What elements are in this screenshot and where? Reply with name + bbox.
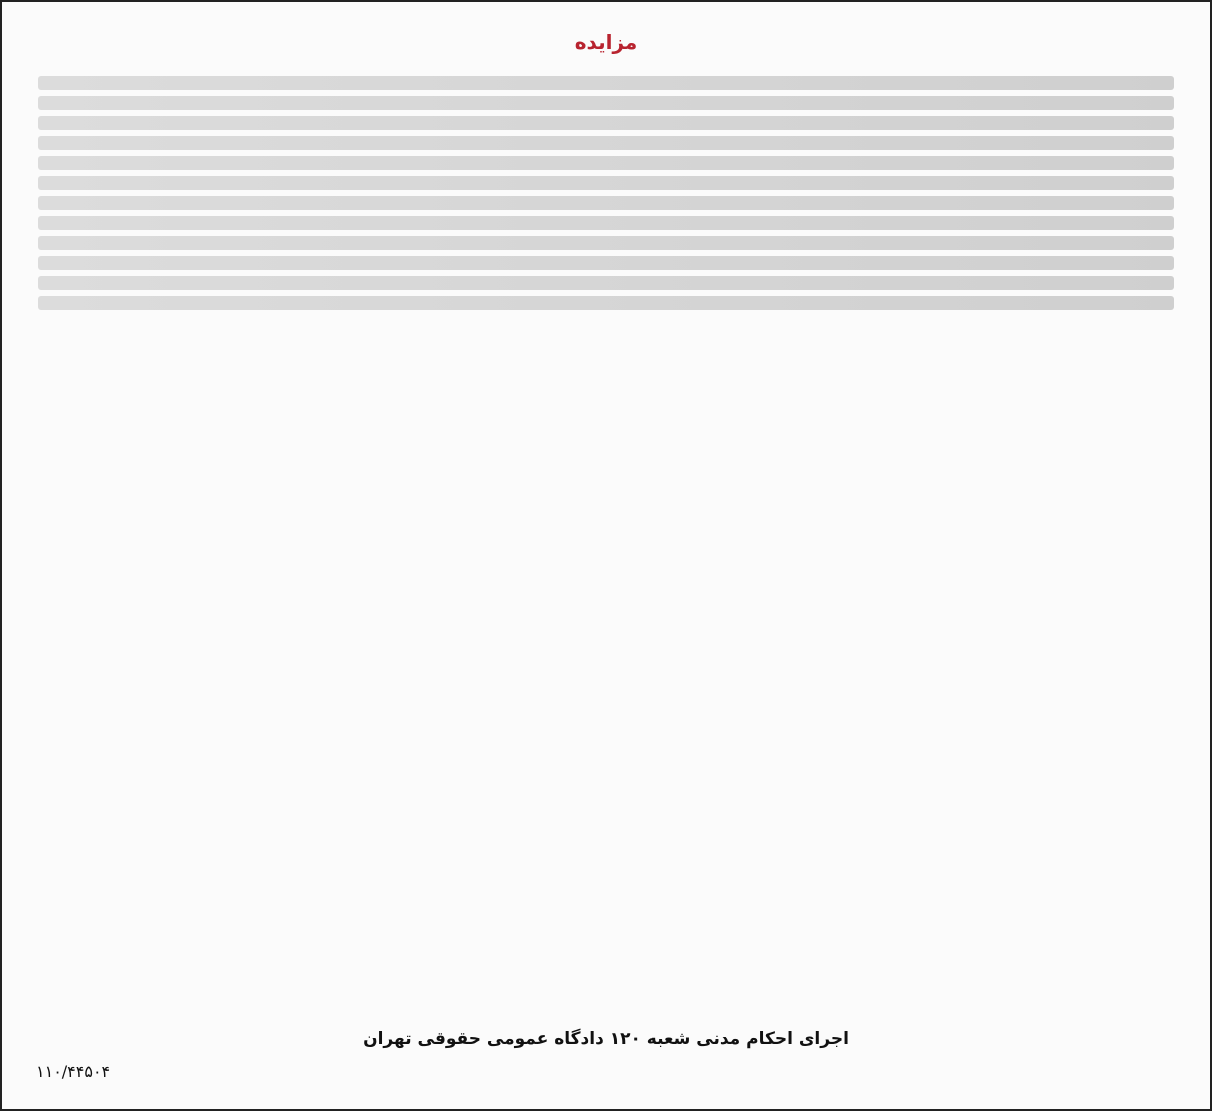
signature: اجرای احکام مدنی شعبه ۱۲۰ دادگاه عمومی حقوقی تهران — [363, 1029, 849, 1049]
body-line — [38, 196, 1174, 210]
body-line — [38, 256, 1174, 270]
document-title: مزایده — [574, 30, 638, 54]
body-line — [38, 136, 1174, 150]
body-line — [38, 116, 1174, 130]
body-line — [38, 176, 1174, 190]
body-line — [38, 216, 1174, 230]
body-line — [38, 156, 1174, 170]
body-line — [38, 236, 1174, 250]
body-line — [38, 76, 1174, 90]
body-line — [38, 96, 1174, 110]
body-line — [38, 276, 1174, 290]
reference-code: ۱۱۰/۴۴۵۰۴ — [36, 1062, 111, 1081]
body-line — [38, 296, 1174, 310]
document-body — [38, 70, 1174, 999]
